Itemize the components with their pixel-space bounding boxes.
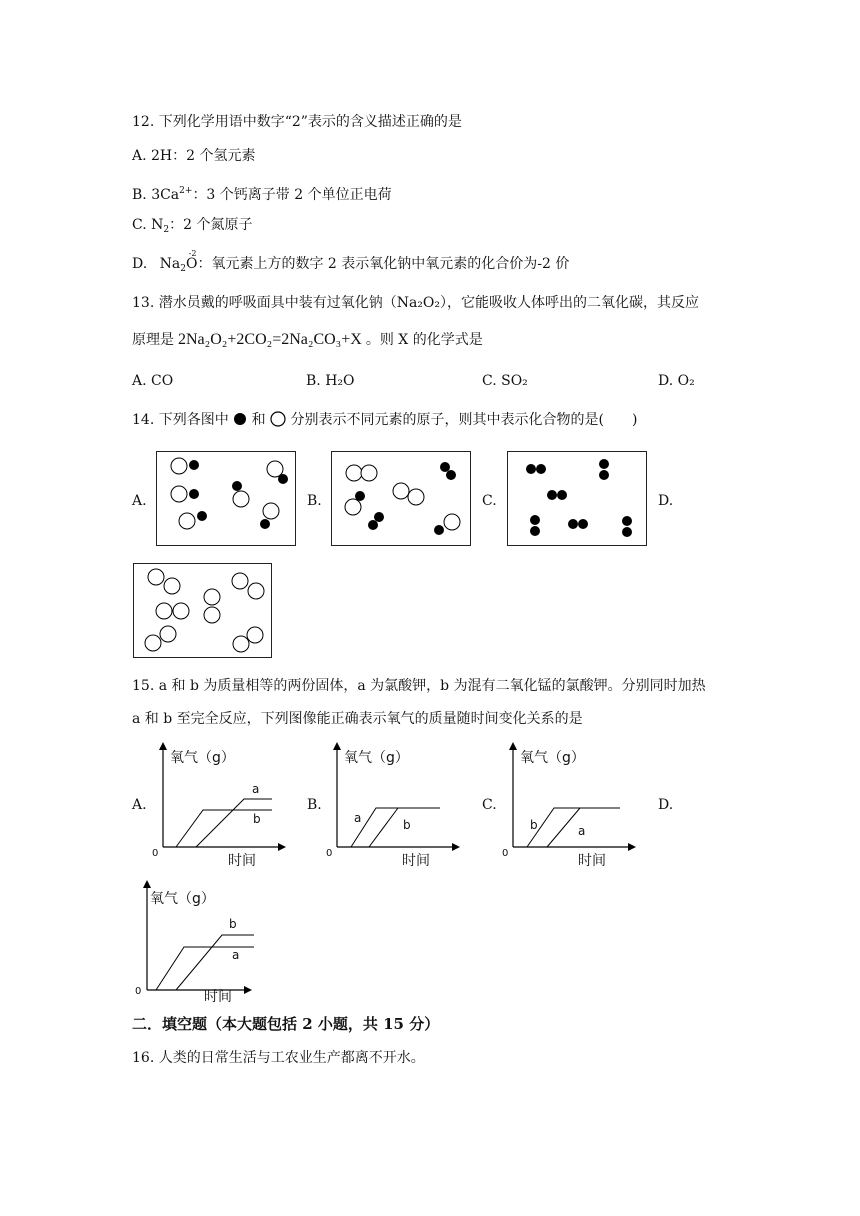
q14-label-b: B.	[307, 493, 322, 509]
q13-stem-prefix: 原理是	[132, 332, 174, 348]
q12-option-b-text: ：3 个钙离子带 2 个单位正电荷	[192, 187, 392, 203]
q13-option-a: A. CO	[132, 373, 174, 389]
q12-option-b	[132, 181, 392, 205]
q15-graph-b	[322, 740, 462, 870]
q13-stem-line1: 13. 潜水员戴的呼吸面具中装有过氧化钠（Na₂O₂），它能吸收人体呼出的二氧化碳，其反应	[132, 295, 700, 311]
q14-stem-and: 和	[251, 412, 266, 428]
q15-label-c: C.	[482, 797, 497, 813]
hollow-atom-icon	[270, 411, 286, 427]
q15-label-a: A.	[132, 797, 147, 813]
q13-equation: 2Na₂O₂+2CO₂=2Na₂CO₃+X	[178, 331, 362, 348]
y-axis-label: 氧气（g）	[170, 750, 235, 766]
q12-option-b-charge: 2+	[179, 186, 193, 196]
series-b-label: b	[530, 818, 538, 832]
filled-atom-icon	[233, 412, 247, 426]
formula-na: Na	[159, 256, 181, 272]
series-b-label: b	[229, 917, 237, 931]
q14-stem	[132, 410, 637, 430]
formula-na-subscript: 2	[180, 264, 186, 274]
q15-label-d: D.	[658, 797, 674, 813]
q12-option-c-subscript: 2	[163, 225, 170, 235]
q14-figure-d	[133, 563, 272, 658]
series-b-label: b	[253, 812, 261, 826]
q13-option-c: C. SO₂	[482, 373, 528, 389]
q13-option-d: D. O₂	[658, 373, 695, 389]
q15-stem-line2: a 和 b 至完全反应，下列图像能正确表示氧气的质量随时间变化关系的是	[132, 711, 583, 727]
q15-graph-d	[132, 878, 272, 1008]
origin-label: 0	[152, 848, 159, 859]
q14-stem-suffix: 分别表示不同元素的原子，则其中表示化合物的是( )	[290, 412, 638, 428]
q14-label-a: A.	[132, 493, 147, 509]
q15-stem-line1: 15. a 和 b 为质量相等的两份固体，a 为氯酸钾，b 为混有二氧化锰的氯酸钾。分别同时加热	[132, 678, 706, 694]
q12-option-c-formula: C. N	[132, 217, 164, 233]
x-axis-label: 时间	[578, 853, 606, 869]
y-axis-label: 氧气（g）	[520, 750, 585, 766]
q14-figure-c	[507, 451, 647, 546]
q14-label-d: D.	[658, 493, 674, 509]
q12-option-d-label: D.	[132, 256, 148, 272]
q12-option-d-text: ：氧元素上方的数字 2 表示氧化钠中氧元素的化合价为-2 价	[197, 256, 570, 272]
x-axis-label: 时间	[228, 853, 256, 869]
q12-option-d-formula	[159, 249, 198, 279]
q14-figure-b	[331, 451, 471, 546]
q12-option-c	[132, 215, 252, 240]
y-axis-label: 氧气（g）	[150, 891, 215, 907]
q16-stem: 16. 人类的日常生活与工农业生产都离不开水。	[132, 1050, 425, 1066]
origin-label: 0	[135, 986, 142, 997]
q15-label-b: B.	[307, 797, 322, 813]
q15-graph-c	[498, 740, 638, 870]
q12-stem: 12. 下列化学用语中数字“2”表示的含义描述正确的是	[132, 114, 462, 130]
series-a-label: a	[252, 782, 260, 796]
q15-graph-a	[148, 740, 288, 870]
q13-option-b: B. H₂O	[306, 373, 355, 389]
series-a-label: a	[232, 948, 240, 962]
x-axis-label: 时间	[402, 853, 430, 869]
series-b-label: b	[403, 818, 411, 832]
q14-figure-a	[156, 451, 296, 546]
series-a-label: a	[354, 811, 362, 825]
x-axis-label: 时间	[204, 989, 232, 1005]
valence-mark: -2	[188, 249, 197, 258]
q12-option-d	[132, 249, 570, 279]
section-heading: 二．填空题（本大题包括 2 小题，共 15 分）	[132, 1015, 440, 1033]
origin-label: 0	[502, 848, 509, 859]
series-a-label: a	[578, 824, 586, 838]
origin-label: 0	[326, 848, 333, 859]
q13-stem-suffix: 。则 X 的化学式是	[365, 332, 483, 348]
q12-option-a: A. 2H：2 个氢元素	[132, 148, 256, 164]
q12-option-b-formula: B. 3Ca	[132, 187, 180, 203]
q12-option-c-text: ：2 个氮原子	[169, 217, 253, 233]
y-axis-label: 氧气（g）	[344, 750, 409, 766]
q14-label-c: C.	[482, 493, 497, 509]
formula-o: O	[185, 256, 198, 272]
q13-stem-line2	[132, 330, 483, 350]
q14-stem-prefix: 14. 下列各图中	[132, 412, 229, 428]
